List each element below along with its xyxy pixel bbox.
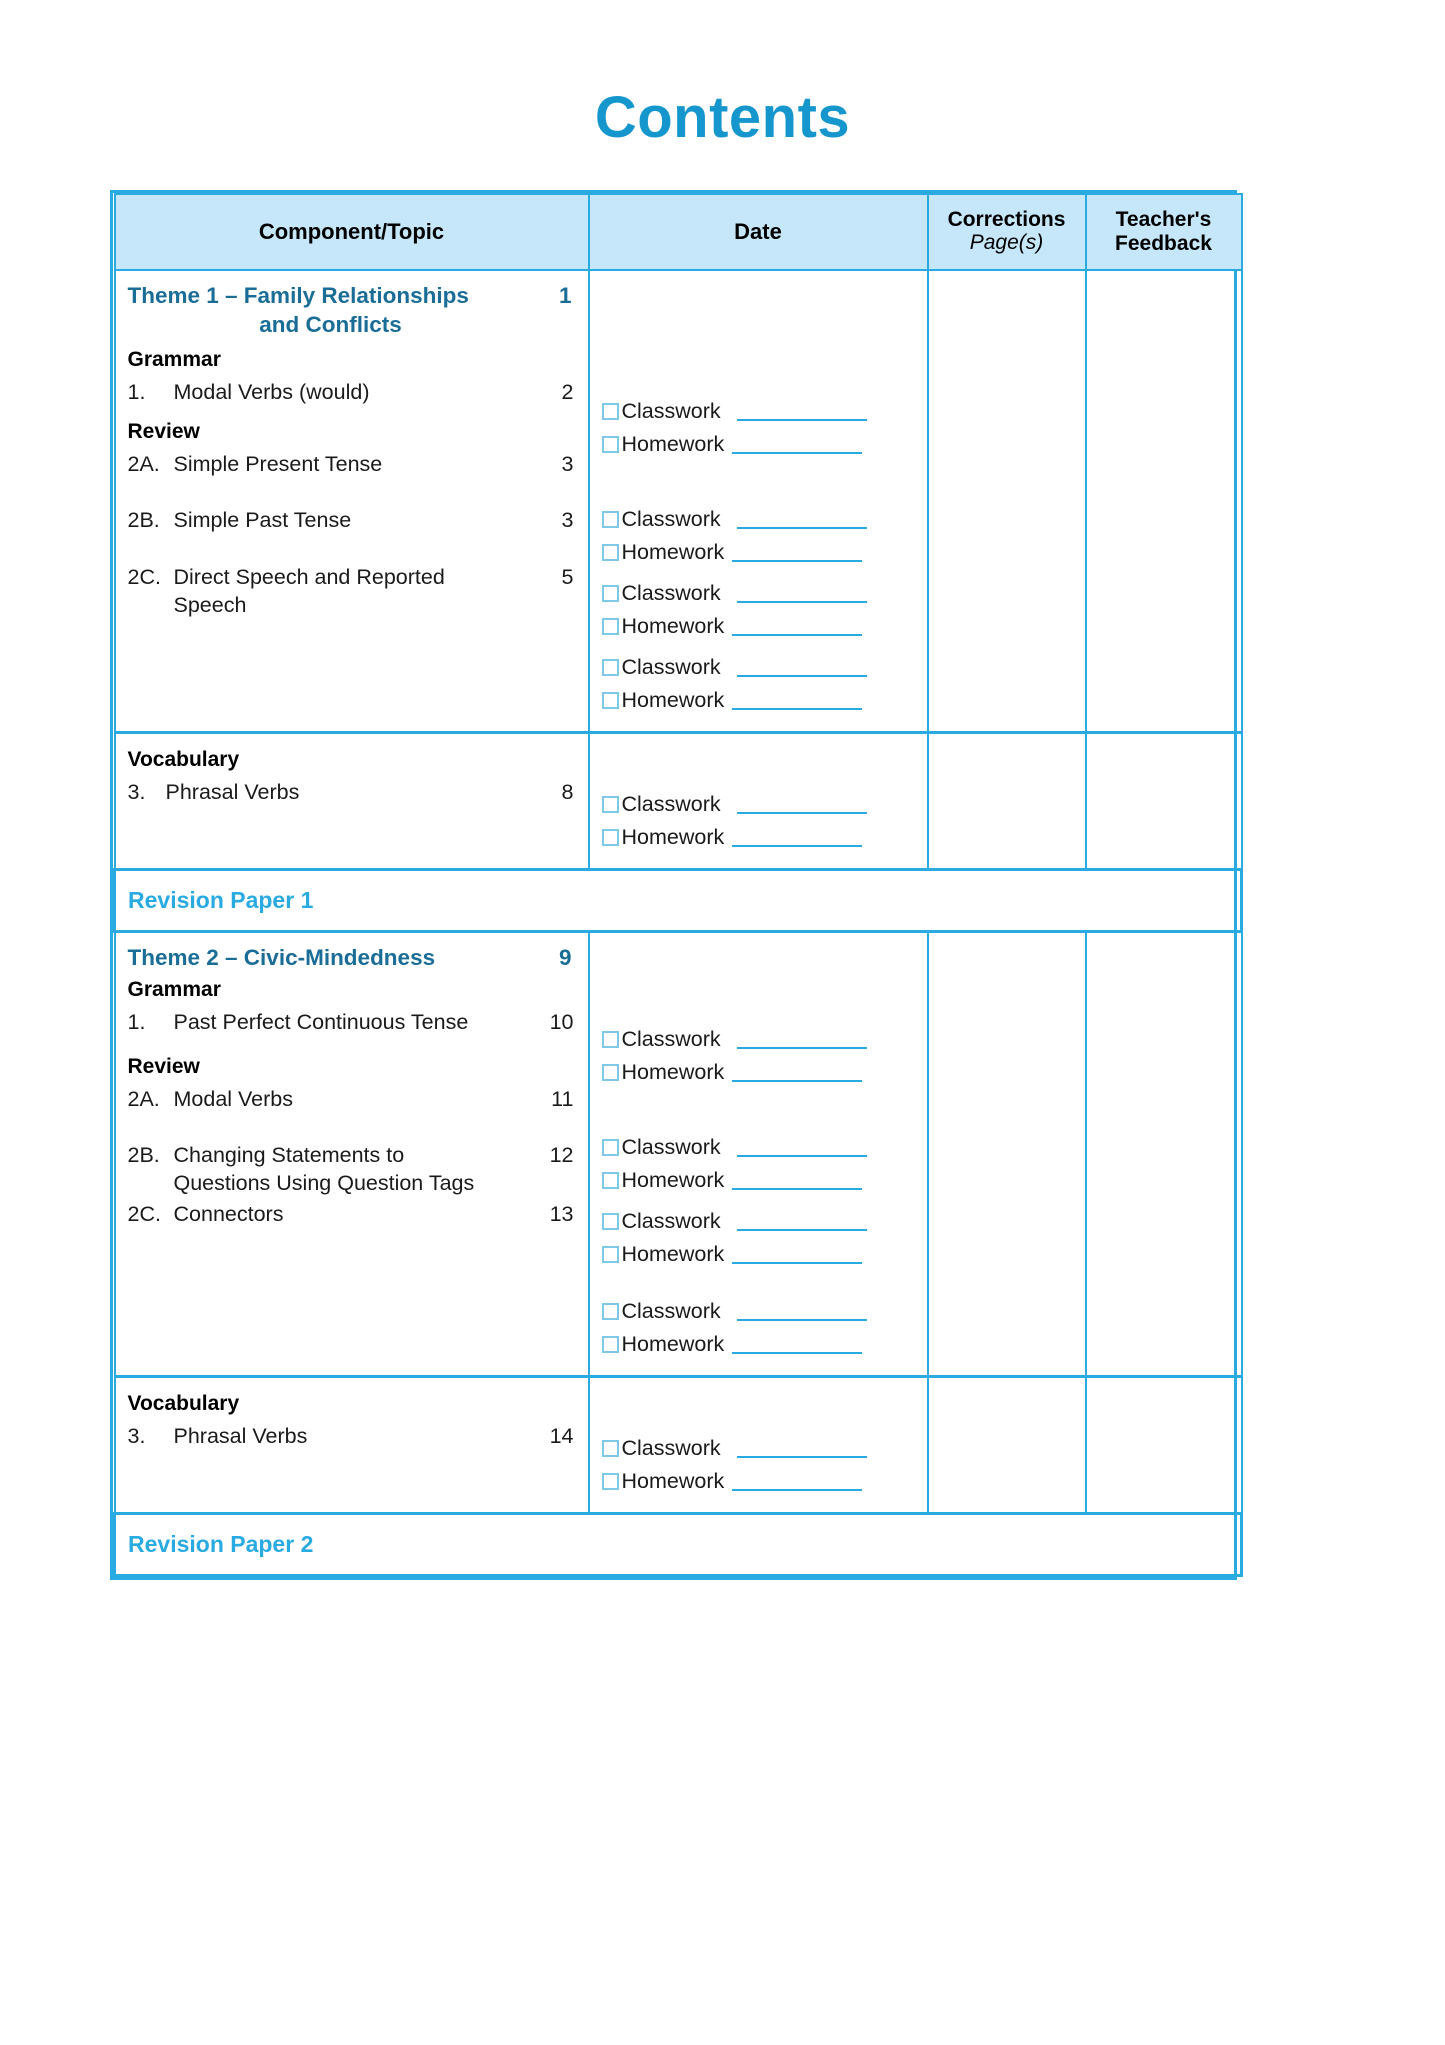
- homework-date-line[interactable]: [732, 452, 862, 454]
- entry-index: 2A.: [127, 1086, 160, 1111]
- classwork-row[interactable]: [602, 395, 913, 428]
- revision-paper-row: [115, 870, 1242, 932]
- homework-row[interactable]: [602, 428, 913, 461]
- section-heading-grammar: Grammar: [127, 978, 221, 1002]
- entry-page: 3: [561, 451, 574, 476]
- entry-page: 8: [561, 780, 574, 804]
- classwork-date-line[interactable]: [737, 1155, 867, 1157]
- page-title: Contents: [594, 85, 851, 150]
- entry-index: 2B.: [127, 1143, 160, 1167]
- homework-label: Homework: [621, 1168, 725, 1192]
- homework-checkbox[interactable]: [602, 618, 619, 635]
- classwork-row[interactable]: [602, 1295, 913, 1328]
- homework-label: Homework: [621, 1469, 725, 1493]
- entry-page: 11: [551, 1086, 574, 1111]
- spacer: [602, 569, 913, 577]
- column-header-feedback: [1086, 194, 1242, 270]
- revision-paper-cell: [115, 1514, 1242, 1576]
- entry-index: 1.: [127, 379, 146, 404]
- classwork-row[interactable]: [602, 1432, 913, 1465]
- corrections-label: Corrections: [947, 208, 1066, 232]
- corrections-cell[interactable]: [928, 1377, 1086, 1514]
- classwork-checkbox[interactable]: [602, 1031, 619, 1048]
- table-row: [115, 270, 1242, 733]
- feedback-cell[interactable]: [1086, 270, 1242, 733]
- classwork-checkbox[interactable]: [602, 796, 619, 813]
- homework-row[interactable]: [602, 1465, 913, 1498]
- table-row: [115, 932, 1242, 1377]
- classwork-checkbox[interactable]: [602, 1213, 619, 1230]
- date-cell-theme2-main: [589, 932, 928, 1377]
- section-heading-review: Review: [127, 1054, 200, 1078]
- topic-cell-theme1-main: [115, 270, 589, 733]
- entry-page: 3: [561, 508, 574, 533]
- section-heading-review: Review: [127, 419, 200, 443]
- homework-row[interactable]: [602, 1328, 913, 1361]
- classwork-date-line[interactable]: [737, 601, 867, 603]
- classwork-label: Classwork: [621, 1209, 721, 1233]
- classwork-checkbox[interactable]: [602, 1303, 619, 1320]
- homework-label: Homework: [621, 614, 725, 638]
- entry-text: Connectors: [173, 1201, 284, 1226]
- spacer: [602, 643, 913, 651]
- classwork-label: Classwork: [621, 1027, 721, 1051]
- classwork-checkbox[interactable]: [602, 511, 619, 528]
- homework-date-line[interactable]: [732, 1080, 862, 1082]
- entry-index: 3.: [127, 780, 146, 804]
- corrections-cell[interactable]: [928, 733, 1086, 870]
- revision-paper-row: [115, 1514, 1242, 1576]
- date-cell-theme2-vocab: [589, 1377, 928, 1514]
- homework-checkbox[interactable]: [602, 1172, 619, 1189]
- spacer: [128, 537, 576, 563]
- homework-date-line[interactable]: [732, 1352, 862, 1354]
- theme-title-line1: Theme 2 – Civic-Mindedness: [127, 945, 436, 970]
- homework-label: Homework: [621, 432, 725, 456]
- homework-row[interactable]: [602, 1164, 913, 1197]
- feedback-cell[interactable]: [1086, 1377, 1242, 1514]
- toc-entry: [128, 1008, 576, 1036]
- classwork-label: Classwork: [621, 792, 721, 816]
- corrections-cell[interactable]: [928, 932, 1086, 1377]
- entry-index: 2C.: [127, 564, 161, 589]
- column-header-topic: Component/Topic: [115, 194, 589, 270]
- homework-row[interactable]: [602, 610, 913, 643]
- entry-text: Simple Present Tense: [173, 451, 383, 476]
- classwork-date-line[interactable]: [737, 1229, 867, 1231]
- theme-heading: [128, 943, 576, 972]
- toc-entry: [128, 1085, 576, 1113]
- classwork-row[interactable]: [602, 1205, 913, 1238]
- feedback-cell[interactable]: [1086, 932, 1242, 1377]
- homework-label: Homework: [621, 1332, 725, 1356]
- entry-index: 2B.: [127, 508, 160, 533]
- homework-checkbox[interactable]: [602, 1064, 619, 1081]
- spacer: [602, 1271, 913, 1295]
- entry-page: 2: [561, 379, 574, 404]
- homework-checkbox[interactable]: [602, 544, 619, 561]
- classwork-checkbox[interactable]: [602, 659, 619, 676]
- classwork-row[interactable]: [602, 503, 913, 536]
- toc-entry: [128, 450, 576, 478]
- classwork-checkbox[interactable]: [602, 1139, 619, 1156]
- classwork-row[interactable]: [602, 1131, 913, 1164]
- theme-page-number: 9: [558, 945, 572, 970]
- classwork-checkbox[interactable]: [602, 1440, 619, 1457]
- homework-date-line[interactable]: [732, 634, 862, 636]
- spacer: [128, 1115, 576, 1141]
- entry-text: Direct Speech and Reported Speech: [173, 564, 445, 617]
- section-heading-grammar: Grammar: [127, 347, 221, 371]
- classwork-date-line[interactable]: [737, 1456, 867, 1458]
- classwork-row[interactable]: [602, 788, 913, 821]
- theme-title-line2: and Conflicts: [259, 312, 402, 338]
- toc-entry: [128, 1200, 576, 1228]
- classwork-date-line[interactable]: [737, 527, 867, 529]
- column-header-corrections: [928, 194, 1086, 270]
- homework-label: Homework: [621, 1060, 725, 1084]
- homework-checkbox[interactable]: [602, 1473, 619, 1490]
- feedback-label-line2: Feedback: [1115, 232, 1212, 255]
- revision-paper-cell: [115, 870, 1242, 932]
- classwork-label: Classwork: [621, 1299, 721, 1323]
- homework-checkbox[interactable]: [602, 1246, 619, 1263]
- homework-row[interactable]: [602, 1056, 913, 1089]
- entry-page: 5: [561, 564, 574, 589]
- topic-cell-theme2-vocab: [115, 1377, 589, 1514]
- revision-paper-label: Revision Paper 2: [128, 1531, 314, 1557]
- homework-date-line[interactable]: [732, 845, 862, 847]
- entry-page: 10: [549, 1010, 574, 1035]
- classwork-date-line[interactable]: [737, 1319, 867, 1321]
- classwork-label: Classwork: [621, 1135, 721, 1159]
- homework-label: Homework: [621, 688, 725, 712]
- section-heading-vocabulary: Vocabulary: [127, 748, 240, 771]
- spacer: [602, 461, 913, 503]
- spacer: [602, 1197, 913, 1205]
- homework-checkbox[interactable]: [602, 436, 619, 453]
- corrections-sublabel: Page(s): [969, 231, 1044, 254]
- homework-row[interactable]: [602, 536, 913, 569]
- theme-page-number: 1: [558, 283, 572, 308]
- classwork-date-line[interactable]: [737, 812, 867, 814]
- classwork-row[interactable]: [602, 651, 913, 684]
- classwork-label: Classwork: [621, 655, 721, 679]
- entry-index: 2C.: [127, 1201, 161, 1226]
- table-row: [115, 1377, 1242, 1514]
- classwork-row[interactable]: [602, 577, 913, 610]
- classwork-date-line[interactable]: [737, 1047, 867, 1049]
- classwork-checkbox[interactable]: [602, 403, 619, 420]
- classwork-label: Classwork: [621, 581, 721, 605]
- topic-cell-theme1-vocab: [115, 733, 589, 870]
- spacer: [602, 1089, 913, 1131]
- date-cell-theme1-vocab: [589, 733, 928, 870]
- classwork-date-line[interactable]: [737, 419, 867, 421]
- topic-cell-theme2-main: [115, 932, 589, 1377]
- toc-entry: [128, 1141, 576, 1198]
- toc-entry: [128, 378, 576, 406]
- homework-date-line[interactable]: [732, 1188, 862, 1190]
- theme-title-line1: Theme 1 – Family Relationships: [127, 283, 469, 308]
- homework-checkbox[interactable]: [602, 1336, 619, 1353]
- table-header-row: [115, 194, 1242, 270]
- entry-page: 12: [549, 1143, 574, 1167]
- homework-row[interactable]: [602, 1238, 913, 1271]
- entry-text: Changing Statements to Questions Using Question Tags: [173, 1143, 475, 1196]
- homework-label: Homework: [621, 825, 725, 849]
- entry-text: Simple Past Tense: [173, 508, 352, 533]
- column-header-date: Date: [589, 194, 928, 270]
- entry-index: 3.: [127, 1424, 146, 1448]
- entry-text: Past Perfect Continuous Tense: [173, 1010, 469, 1035]
- entry-page: 14: [549, 1424, 574, 1448]
- classwork-label: Classwork: [621, 1436, 721, 1460]
- entry-text: Phrasal Verbs: [165, 780, 300, 804]
- homework-date-line[interactable]: [732, 1262, 862, 1264]
- entry-text: Phrasal Verbs: [173, 1424, 308, 1448]
- theme-heading: [128, 281, 576, 340]
- contents-table: [110, 190, 1237, 1580]
- entry-index: 1.: [127, 1010, 146, 1035]
- homework-row[interactable]: [602, 684, 913, 717]
- toc-entry: [128, 506, 576, 534]
- section-heading-vocabulary: Vocabulary: [127, 1392, 240, 1415]
- homework-label: Homework: [621, 540, 725, 564]
- homework-row[interactable]: [602, 821, 913, 854]
- spacer: [128, 480, 576, 506]
- homework-date-line[interactable]: [732, 708, 862, 710]
- date-cell-theme1-main: [589, 270, 928, 733]
- revision-paper-label: Revision Paper 1: [128, 887, 314, 913]
- feedback-label-line1: Teacher's: [1115, 208, 1212, 232]
- classwork-row[interactable]: [602, 1023, 913, 1056]
- corrections-cell[interactable]: [928, 270, 1086, 733]
- homework-checkbox[interactable]: [602, 829, 619, 846]
- homework-date-line[interactable]: [732, 1489, 862, 1491]
- classwork-label: Classwork: [621, 507, 721, 531]
- toc-entry: [128, 563, 576, 620]
- entry-text: Modal Verbs (would): [173, 379, 370, 404]
- classwork-date-line[interactable]: [737, 675, 867, 677]
- entry-index: 2A.: [127, 451, 160, 476]
- toc-entry: [128, 778, 576, 806]
- classwork-label: Classwork: [621, 399, 721, 423]
- feedback-cell[interactable]: [1086, 733, 1242, 870]
- entry-page: 13: [549, 1201, 574, 1226]
- toc-entry: [128, 1422, 576, 1450]
- classwork-checkbox[interactable]: [602, 585, 619, 602]
- table-row: [115, 733, 1242, 870]
- homework-date-line[interactable]: [732, 560, 862, 562]
- entry-text: Modal Verbs: [173, 1086, 294, 1111]
- homework-label: Homework: [621, 1242, 725, 1266]
- homework-checkbox[interactable]: [602, 692, 619, 709]
